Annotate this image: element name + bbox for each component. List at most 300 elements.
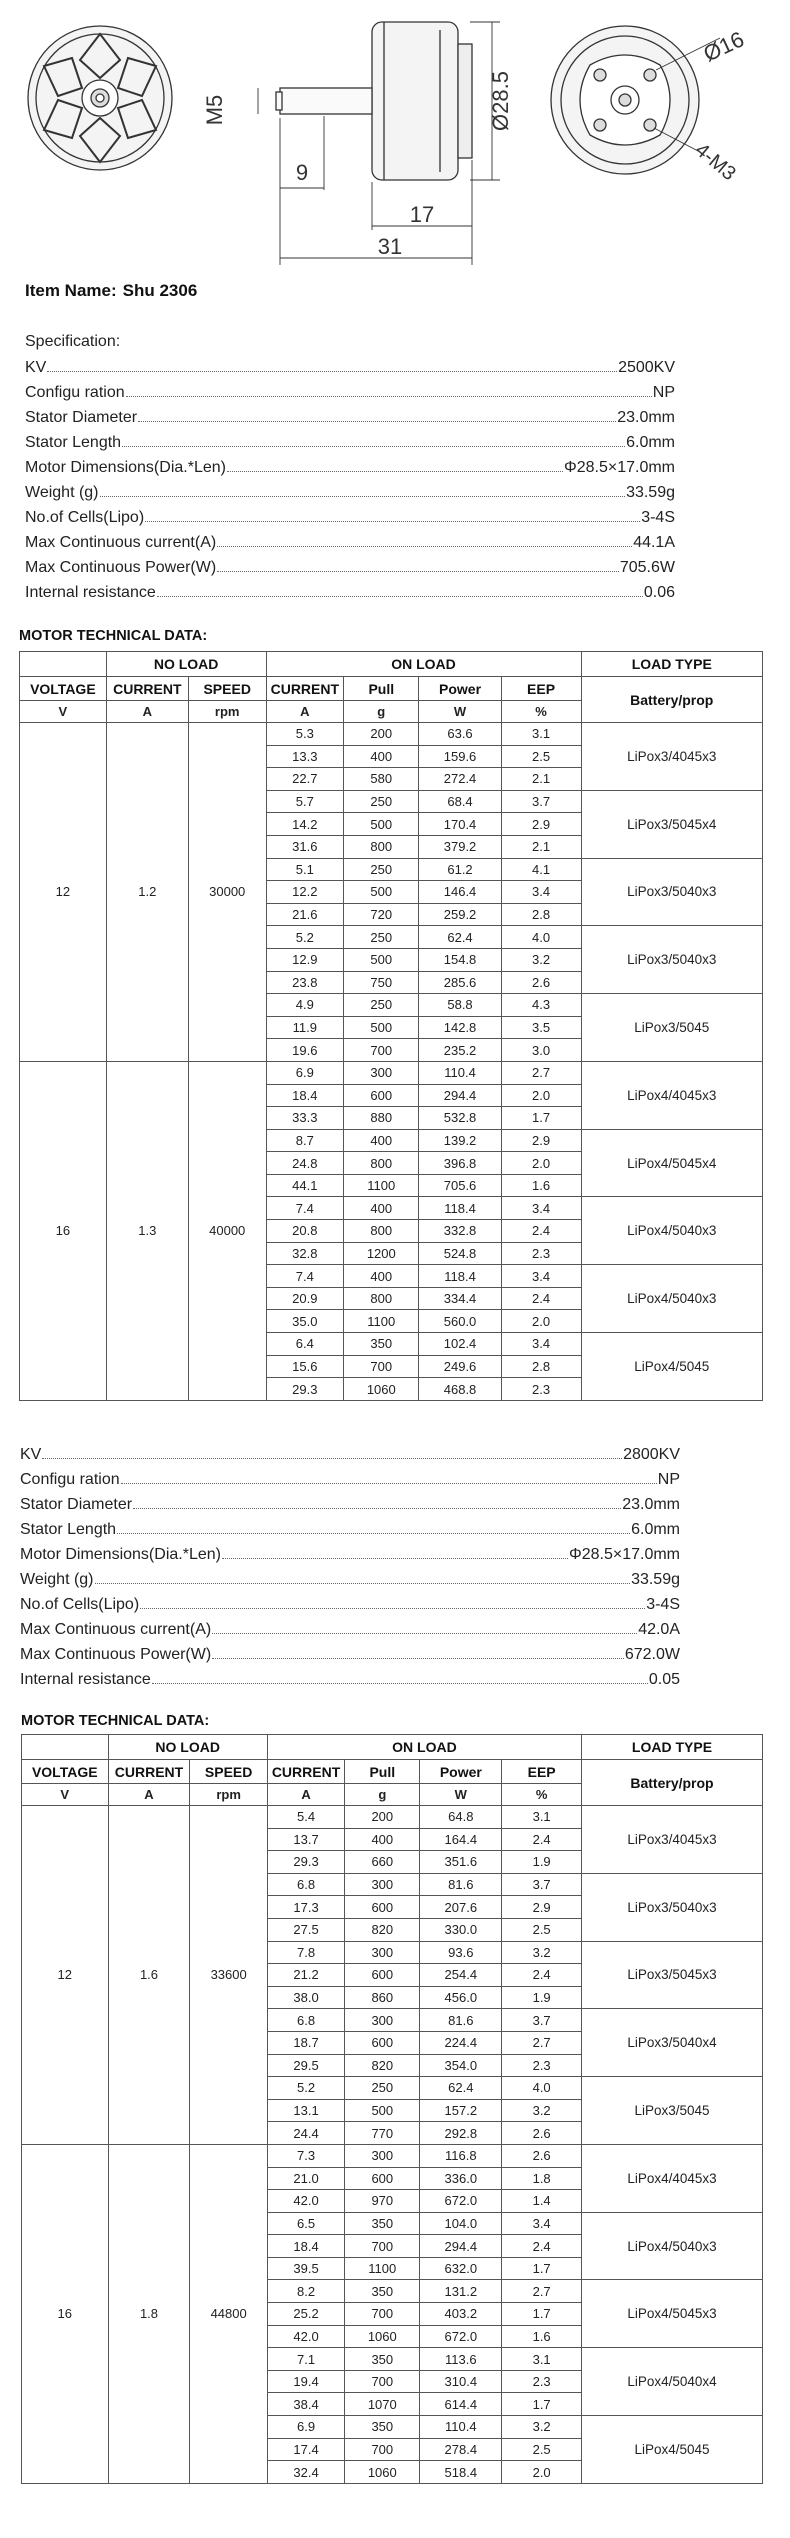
motor-technical-data-title: MOTOR TECHNICAL DATA: bbox=[19, 628, 208, 644]
spec-value: 42.0A bbox=[638, 1621, 680, 1638]
voltage-cell: 16 bbox=[20, 1061, 107, 1400]
header-eep: EEP bbox=[501, 677, 581, 701]
spec-value: 3-4S bbox=[641, 509, 675, 526]
eep-cell: 2.4 bbox=[501, 1220, 581, 1243]
pull-cell: 660 bbox=[345, 1851, 420, 1874]
pull-cell: 500 bbox=[344, 813, 419, 836]
pull-cell: 750 bbox=[344, 971, 419, 994]
motor-technical-data-title: MOTOR TECHNICAL DATA: bbox=[21, 1713, 210, 1729]
spec-row bbox=[20, 1442, 680, 1467]
current-cell: 19.4 bbox=[267, 2370, 344, 2393]
eep-cell: 2.6 bbox=[502, 2144, 582, 2167]
pull-cell: 1060 bbox=[344, 1378, 419, 1401]
power-cell: 456.0 bbox=[420, 1986, 502, 2009]
power-cell: 632.0 bbox=[420, 2257, 502, 2280]
pull-cell: 300 bbox=[345, 2144, 420, 2167]
motor-technical-data-table-2800kv bbox=[21, 1734, 763, 2484]
pull-cell: 800 bbox=[344, 835, 419, 858]
eep-cell: 1.7 bbox=[501, 1107, 581, 1130]
header-power: Power bbox=[419, 677, 501, 701]
speed-cell: 44800 bbox=[190, 2144, 267, 2483]
header-pull: Pull bbox=[344, 677, 419, 701]
current-cell: 18.4 bbox=[266, 1084, 344, 1107]
pull-cell: 860 bbox=[345, 1986, 420, 2009]
dot-leader bbox=[42, 1457, 622, 1459]
spec-value: 23.0mm bbox=[617, 409, 675, 426]
power-cell: 351.6 bbox=[420, 1851, 502, 1874]
spec-value: 2800KV bbox=[623, 1446, 680, 1463]
header-load-type: LOAD TYPE bbox=[581, 652, 763, 677]
dot-leader bbox=[157, 595, 643, 597]
spec-label: Max Continuous Power(W) bbox=[25, 559, 217, 576]
spec-value: 33.59g bbox=[631, 1571, 680, 1588]
power-cell: 81.6 bbox=[420, 1873, 502, 1896]
current-cell: 6.9 bbox=[266, 1061, 344, 1084]
eep-cell: 2.1 bbox=[501, 768, 581, 791]
spec-value: Φ28.5×17.0mm bbox=[563, 459, 675, 476]
pull-cell: 600 bbox=[345, 2167, 420, 2190]
load-type-cell: LiPox3/5045x3 bbox=[581, 1941, 762, 2009]
unit-v: V bbox=[22, 1784, 109, 1806]
spec-label: Weight (g) bbox=[20, 1571, 94, 1588]
load-type-cell: LiPox3/5040x3 bbox=[581, 858, 763, 926]
current-cell: 14.2 bbox=[266, 813, 344, 836]
specification-list-2500kv bbox=[25, 328, 675, 605]
spec-value: 2500KV bbox=[618, 359, 675, 376]
spec-row bbox=[20, 1567, 680, 1592]
power-cell: 532.8 bbox=[419, 1107, 501, 1130]
eep-cell: 2.5 bbox=[502, 1918, 582, 1941]
pull-cell: 250 bbox=[344, 858, 419, 881]
header-battery-prop: Battery/prop bbox=[581, 677, 763, 723]
eep-cell: 2.9 bbox=[501, 813, 581, 836]
current-cell: 35.0 bbox=[266, 1310, 344, 1333]
unit-w: W bbox=[419, 701, 501, 723]
eep-cell: 2.5 bbox=[502, 2438, 582, 2461]
current-cell: 18.4 bbox=[267, 2235, 344, 2258]
pull-cell: 300 bbox=[344, 1061, 419, 1084]
pull-cell: 250 bbox=[344, 926, 419, 949]
pull-cell: 820 bbox=[345, 2054, 420, 2077]
header-no-load: NO LOAD bbox=[106, 652, 266, 677]
power-cell: 207.6 bbox=[420, 1896, 502, 1919]
current-cell: 21.6 bbox=[266, 903, 344, 926]
current-cell: 13.1 bbox=[267, 2099, 344, 2122]
pull-cell: 250 bbox=[344, 994, 419, 1017]
load-type-cell: LiPox3/5045 bbox=[581, 2077, 762, 2145]
current-cell: 5.1 bbox=[266, 858, 344, 881]
current-cell: 6.8 bbox=[267, 2009, 344, 2032]
spec-row bbox=[20, 1642, 680, 1667]
pull-cell: 700 bbox=[345, 2438, 420, 2461]
header-eep: EEP bbox=[502, 1760, 582, 1784]
spec-value: NP bbox=[652, 384, 675, 401]
pull-cell: 1100 bbox=[345, 2257, 420, 2280]
eep-cell: 3.1 bbox=[502, 1806, 582, 1829]
power-cell: 332.8 bbox=[419, 1220, 501, 1243]
eep-cell: 2.6 bbox=[502, 2122, 582, 2145]
power-cell: 705.6 bbox=[419, 1174, 501, 1197]
pull-cell: 580 bbox=[344, 768, 419, 791]
power-cell: 113.6 bbox=[420, 2348, 502, 2371]
motor-top-view bbox=[28, 26, 172, 170]
power-cell: 154.8 bbox=[419, 948, 501, 971]
spec-row bbox=[25, 455, 675, 480]
spec-label: Configu ration bbox=[25, 384, 125, 401]
header-current: CURRENT bbox=[267, 1760, 344, 1784]
header-power: Power bbox=[420, 1760, 502, 1784]
power-cell: 62.4 bbox=[419, 926, 501, 949]
pull-cell: 1060 bbox=[345, 2461, 420, 2484]
eep-cell: 2.4 bbox=[502, 1964, 582, 1987]
power-cell: 672.0 bbox=[420, 2190, 502, 2213]
power-cell: 110.4 bbox=[419, 1061, 501, 1084]
pull-cell: 350 bbox=[344, 1333, 419, 1356]
pull-cell: 1070 bbox=[345, 2393, 420, 2416]
eep-cell: 3.4 bbox=[501, 1333, 581, 1356]
load-type-cell: LiPox3/4045x3 bbox=[581, 723, 763, 791]
power-cell: 81.6 bbox=[420, 2009, 502, 2032]
power-cell: 58.8 bbox=[419, 994, 501, 1017]
eep-cell: 3.1 bbox=[502, 2348, 582, 2371]
pull-cell: 350 bbox=[345, 2416, 420, 2439]
spec-label: Stator Diameter bbox=[20, 1496, 133, 1513]
dot-leader bbox=[138, 420, 616, 422]
pull-cell: 300 bbox=[345, 1941, 420, 1964]
eep-cell: 1.6 bbox=[501, 1174, 581, 1197]
spec-label: Stator Length bbox=[25, 434, 122, 451]
motor-technical-drawing bbox=[0, 0, 790, 270]
power-cell: 396.8 bbox=[419, 1152, 501, 1175]
current-cell: 6.4 bbox=[266, 1333, 344, 1356]
spec-value: 6.0mm bbox=[631, 1521, 680, 1538]
eep-cell: 2.4 bbox=[502, 1828, 582, 1851]
pull-cell: 700 bbox=[345, 2370, 420, 2393]
dot-leader bbox=[122, 445, 625, 447]
current-cell: 5.3 bbox=[266, 723, 344, 746]
pull-cell: 880 bbox=[344, 1107, 419, 1130]
header-voltage: VOLTAGE bbox=[20, 677, 107, 701]
dot-leader bbox=[217, 545, 632, 547]
current-cell: 11.9 bbox=[266, 1016, 344, 1039]
eep-cell: 3.1 bbox=[501, 723, 581, 746]
power-cell: 116.8 bbox=[420, 2144, 502, 2167]
current-cell: 5.2 bbox=[266, 926, 344, 949]
eep-cell: 2.7 bbox=[502, 2031, 582, 2054]
power-cell: 292.8 bbox=[420, 2122, 502, 2145]
pull-cell: 1100 bbox=[344, 1310, 419, 1333]
unit-percent: % bbox=[501, 701, 581, 723]
header-blank bbox=[20, 652, 107, 677]
item-name-label: Item Name: bbox=[25, 281, 117, 300]
current-cell: 31.6 bbox=[266, 835, 344, 858]
current-cell: 39.5 bbox=[267, 2257, 344, 2280]
dot-leader bbox=[227, 470, 563, 472]
spec-value: 33.59g bbox=[626, 484, 675, 501]
current-cell: 23.8 bbox=[266, 971, 344, 994]
eep-cell: 3.7 bbox=[502, 1873, 582, 1896]
dim-body-length: 17 bbox=[409, 202, 435, 227]
dot-leader bbox=[222, 1557, 568, 1559]
power-cell: 272.4 bbox=[419, 768, 501, 791]
current-cell: 6.9 bbox=[267, 2416, 344, 2439]
header-speed: SPEED bbox=[190, 1760, 267, 1784]
dim-body-diameter: Ø28.5 bbox=[488, 71, 513, 131]
header-current: CURRENT bbox=[108, 1760, 190, 1784]
dot-leader bbox=[217, 570, 619, 572]
spec-value: 44.1A bbox=[633, 534, 675, 551]
spec-value: NP bbox=[657, 1471, 680, 1488]
load-type-cell: LiPox4/4045x3 bbox=[581, 2144, 762, 2212]
power-cell: 285.6 bbox=[419, 971, 501, 994]
no-load-current-cell: 1.8 bbox=[108, 2144, 190, 2483]
power-cell: 110.4 bbox=[420, 2416, 502, 2439]
pull-cell: 700 bbox=[344, 1039, 419, 1062]
spec-value: 672.0W bbox=[624, 1646, 680, 1663]
pull-cell: 400 bbox=[345, 1828, 420, 1851]
eep-cell: 2.7 bbox=[502, 2280, 582, 2303]
spec-row bbox=[20, 1517, 680, 1542]
spec-label: Max Continuous current(A) bbox=[25, 534, 217, 551]
unit-a: A bbox=[106, 701, 188, 723]
pull-cell: 600 bbox=[344, 1084, 419, 1107]
power-cell: 330.0 bbox=[420, 1918, 502, 1941]
pull-cell: 200 bbox=[344, 723, 419, 746]
unit-w: W bbox=[420, 1784, 502, 1806]
current-cell: 24.4 bbox=[267, 2122, 344, 2145]
eep-cell: 3.7 bbox=[502, 2009, 582, 2032]
pull-cell: 350 bbox=[345, 2212, 420, 2235]
spec-label: Motor Dimensions(Dia.*Len) bbox=[20, 1546, 221, 1563]
current-cell: 32.4 bbox=[267, 2461, 344, 2484]
pull-cell: 500 bbox=[345, 2099, 420, 2122]
current-cell: 29.3 bbox=[267, 1851, 344, 1874]
motor-side-view bbox=[258, 22, 500, 265]
spec-label: No.of Cells(Lipo) bbox=[20, 1596, 140, 1613]
eep-cell: 2.0 bbox=[501, 1310, 581, 1333]
power-cell: 170.4 bbox=[419, 813, 501, 836]
current-cell: 24.8 bbox=[266, 1152, 344, 1175]
power-cell: 336.0 bbox=[420, 2167, 502, 2190]
eep-cell: 2.4 bbox=[502, 2235, 582, 2258]
current-cell: 20.8 bbox=[266, 1220, 344, 1243]
header-on-load: ON LOAD bbox=[266, 652, 581, 677]
load-type-cell: LiPox3/5045 bbox=[581, 994, 763, 1062]
power-cell: 379.2 bbox=[419, 835, 501, 858]
current-cell: 44.1 bbox=[266, 1174, 344, 1197]
pull-cell: 1100 bbox=[344, 1174, 419, 1197]
load-type-cell: LiPox3/5040x3 bbox=[581, 1873, 762, 1941]
pull-cell: 500 bbox=[344, 948, 419, 971]
unit-rpm: rpm bbox=[190, 1784, 267, 1806]
eep-cell: 1.7 bbox=[502, 2303, 582, 2326]
eep-cell: 1.6 bbox=[502, 2325, 582, 2348]
load-type-cell: LiPox4/5040x4 bbox=[581, 2348, 762, 2416]
current-cell: 7.4 bbox=[266, 1197, 344, 1220]
eep-cell: 3.5 bbox=[501, 1016, 581, 1039]
load-type-cell: LiPox4/4045x3 bbox=[581, 1061, 763, 1129]
spec-row bbox=[25, 530, 675, 555]
current-cell: 29.3 bbox=[266, 1378, 344, 1401]
eep-cell: 2.1 bbox=[501, 835, 581, 858]
pull-cell: 400 bbox=[344, 1197, 419, 1220]
table-row bbox=[22, 2144, 763, 2167]
power-cell: 142.8 bbox=[419, 1016, 501, 1039]
eep-cell: 3.7 bbox=[501, 790, 581, 813]
spec-label: Stator Length bbox=[20, 1521, 117, 1538]
spec-row bbox=[25, 430, 675, 455]
item-name-value: Shu 2306 bbox=[122, 281, 198, 300]
unit-percent: % bbox=[502, 1784, 582, 1806]
spec-value: 6.0mm bbox=[626, 434, 675, 451]
current-cell: 32.8 bbox=[266, 1242, 344, 1265]
spec-row bbox=[20, 1467, 680, 1492]
eep-cell: 1.9 bbox=[502, 1851, 582, 1874]
eep-cell: 2.5 bbox=[501, 745, 581, 768]
spec-row bbox=[25, 405, 675, 430]
current-cell: 22.7 bbox=[266, 768, 344, 791]
current-cell: 29.5 bbox=[267, 2054, 344, 2077]
pull-cell: 800 bbox=[344, 1152, 419, 1175]
current-cell: 13.7 bbox=[267, 1828, 344, 1851]
eep-cell: 3.2 bbox=[502, 2416, 582, 2439]
current-cell: 18.7 bbox=[267, 2031, 344, 2054]
power-cell: 235.2 bbox=[419, 1039, 501, 1062]
table-row bbox=[20, 723, 763, 746]
current-cell: 4.9 bbox=[266, 994, 344, 1017]
spec-label: Max Continuous Power(W) bbox=[20, 1646, 212, 1663]
dim-mount-screws: 4-M3 bbox=[690, 138, 740, 186]
pull-cell: 800 bbox=[344, 1287, 419, 1310]
spec-label: Stator Diameter bbox=[25, 409, 138, 426]
dot-leader bbox=[121, 1482, 657, 1484]
current-cell: 25.2 bbox=[267, 2303, 344, 2326]
power-cell: 278.4 bbox=[420, 2438, 502, 2461]
current-cell: 15.6 bbox=[266, 1355, 344, 1378]
load-type-cell: LiPox3/5040x4 bbox=[581, 2009, 762, 2077]
pull-cell: 250 bbox=[344, 790, 419, 813]
voltage-cell: 12 bbox=[22, 1806, 109, 2145]
header-blank bbox=[22, 1735, 109, 1760]
no-load-current-cell: 1.6 bbox=[108, 1806, 190, 2145]
current-cell: 27.5 bbox=[267, 1918, 344, 1941]
unit-a: A bbox=[266, 701, 344, 723]
eep-cell: 3.4 bbox=[501, 1265, 581, 1288]
eep-cell: 1.4 bbox=[502, 2190, 582, 2213]
dot-leader bbox=[212, 1657, 624, 1659]
spec-row bbox=[20, 1617, 680, 1642]
load-type-cell: LiPox3/5045x4 bbox=[581, 790, 763, 858]
header-current: CURRENT bbox=[106, 677, 188, 701]
load-type-cell: LiPox4/5040x3 bbox=[581, 1197, 763, 1265]
power-cell: 259.2 bbox=[419, 903, 501, 926]
unit-a: A bbox=[108, 1784, 190, 1806]
spec-label: Motor Dimensions(Dia.*Len) bbox=[25, 459, 226, 476]
power-cell: 403.2 bbox=[420, 2303, 502, 2326]
pull-cell: 600 bbox=[345, 2031, 420, 2054]
spec-label: KV bbox=[20, 1446, 42, 1463]
current-cell: 7.4 bbox=[266, 1265, 344, 1288]
power-cell: 139.2 bbox=[419, 1129, 501, 1152]
eep-cell: 2.0 bbox=[501, 1084, 581, 1107]
spec-row bbox=[20, 1492, 680, 1517]
dot-leader bbox=[133, 1507, 621, 1509]
pull-cell: 820 bbox=[345, 1918, 420, 1941]
power-cell: 524.8 bbox=[419, 1242, 501, 1265]
current-cell: 12.9 bbox=[266, 948, 344, 971]
power-cell: 62.4 bbox=[420, 2077, 502, 2100]
power-cell: 468.8 bbox=[419, 1378, 501, 1401]
eep-cell: 3.4 bbox=[502, 2212, 582, 2235]
eep-cell: 2.0 bbox=[501, 1152, 581, 1175]
eep-cell: 3.4 bbox=[501, 881, 581, 904]
current-cell: 42.0 bbox=[267, 2325, 344, 2348]
power-cell: 63.6 bbox=[419, 723, 501, 746]
current-cell: 8.2 bbox=[267, 2280, 344, 2303]
specification-header: Specification: bbox=[25, 333, 121, 350]
unit-g: g bbox=[344, 701, 419, 723]
voltage-cell: 16 bbox=[22, 2144, 109, 2483]
no-load-current-cell: 1.3 bbox=[106, 1061, 188, 1400]
dim-total-length: 31 bbox=[377, 234, 403, 259]
header-load-type: LOAD TYPE bbox=[581, 1735, 762, 1760]
eep-cell: 2.3 bbox=[502, 2370, 582, 2393]
eep-cell: 2.8 bbox=[501, 1355, 581, 1378]
spec-label: Max Continuous current(A) bbox=[20, 1621, 212, 1638]
dot-leader bbox=[140, 1607, 645, 1609]
eep-cell: 4.0 bbox=[502, 2077, 582, 2100]
power-cell: 68.4 bbox=[419, 790, 501, 813]
pull-cell: 500 bbox=[344, 881, 419, 904]
current-cell: 17.4 bbox=[267, 2438, 344, 2461]
current-cell: 8.7 bbox=[266, 1129, 344, 1152]
power-cell: 61.2 bbox=[419, 858, 501, 881]
dot-leader bbox=[95, 1582, 631, 1584]
no-load-current-cell: 1.2 bbox=[106, 723, 188, 1062]
header-speed: SPEED bbox=[188, 677, 266, 701]
pull-cell: 800 bbox=[344, 1220, 419, 1243]
pull-cell: 770 bbox=[345, 2122, 420, 2145]
current-cell: 6.8 bbox=[267, 1873, 344, 1896]
current-cell: 7.3 bbox=[267, 2144, 344, 2167]
pull-cell: 400 bbox=[344, 1265, 419, 1288]
pull-cell: 970 bbox=[345, 2190, 420, 2213]
spec-row bbox=[20, 1542, 680, 1567]
pull-cell: 350 bbox=[345, 2280, 420, 2303]
dot-leader bbox=[126, 395, 652, 397]
eep-cell: 3.4 bbox=[501, 1197, 581, 1220]
load-type-cell: LiPox4/5040x3 bbox=[581, 2212, 762, 2280]
spec-label: Internal resistance bbox=[25, 584, 156, 601]
eep-cell: 4.3 bbox=[501, 994, 581, 1017]
eep-cell: 3.0 bbox=[501, 1039, 581, 1062]
eep-cell: 4.1 bbox=[501, 858, 581, 881]
dim-shaft: M5 bbox=[202, 94, 227, 126]
current-cell: 7.8 bbox=[267, 1941, 344, 1964]
eep-cell: 2.3 bbox=[501, 1378, 581, 1401]
spec-label: KV bbox=[25, 359, 47, 376]
spec-label: Configu ration bbox=[20, 1471, 120, 1488]
load-type-cell: LiPox4/5045x3 bbox=[581, 2280, 762, 2348]
table-row bbox=[22, 1806, 763, 1829]
pull-cell: 250 bbox=[345, 2077, 420, 2100]
power-cell: 614.4 bbox=[420, 2393, 502, 2416]
spec-row bbox=[25, 555, 675, 580]
pull-cell: 350 bbox=[345, 2348, 420, 2371]
current-cell: 38.0 bbox=[267, 1986, 344, 2009]
spec-value: 23.0mm bbox=[622, 1496, 680, 1513]
power-cell: 310.4 bbox=[420, 2370, 502, 2393]
